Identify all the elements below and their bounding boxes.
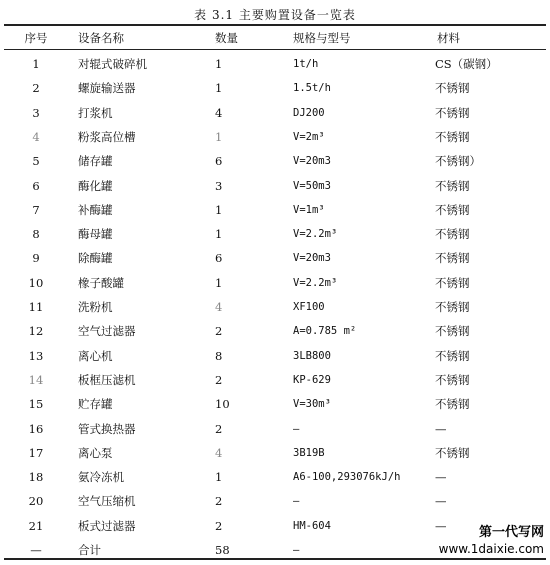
row-index-cell: 17 [28,445,44,460]
row-index-cell: 5 [32,154,40,169]
table-row [0,319,550,343]
quantity-cell: 3 [215,178,223,193]
spec-model-cell: 3LB800 [293,349,331,362]
material-cell: 不锈钢 [435,178,470,193]
row-index-cell: 20 [28,494,44,509]
watermark-title: 第一代写网 [478,525,544,540]
table-row [0,441,550,465]
quantity-cell: 1 [215,470,223,485]
quantity-cell: 1 [215,57,223,71]
material-cell: 不锈钢 [435,251,470,266]
table-row [0,465,550,489]
equipment-name-cell: 橡子酸罐 [78,275,124,290]
spec-model-cell: HM-604 [293,519,331,532]
table-row [0,392,550,416]
table-row [0,417,550,441]
row-index-cell: 1 [32,57,40,71]
spec-model-cell: KP-629 [293,373,331,386]
equipment-name-cell: 板框压滤机 [78,372,136,387]
quantity-cell: 2 [215,324,223,339]
quantity-cell: 1 [215,129,223,144]
row-index-cell: 21 [28,518,44,533]
row-index-cell: 14 [28,372,44,387]
equipment-name-cell: 补酶罐 [78,202,113,217]
spec-model-cell: 3B19B [293,446,325,459]
row-index-cell: 3 [32,105,40,120]
table-row [0,101,550,125]
spec-model-cell: 1.5t/h [293,82,331,95]
row-index-cell: 2 [32,81,40,96]
equipment-name-cell: 粉浆高位槽 [78,129,136,144]
row-index-cell: 10 [28,275,44,290]
quantity-cell: 58 [215,543,230,557]
equipment-name-cell: 空气压缩机 [78,494,136,509]
equipment-name-cell: 离心机 [78,348,113,363]
quantity-cell: 1 [215,81,223,96]
material-cell: CS（碳钢） [435,57,498,71]
material-cell: — [435,421,447,436]
header-equipment-name: 设备名称 [78,31,124,45]
table-bottom-rule [4,558,546,560]
equipment-name-cell: 氨冷冻机 [78,470,124,485]
row-index-cell: 9 [32,251,40,266]
spec-model-cell: V=20m3 [293,252,331,265]
table-row [0,271,550,295]
spec-model-cell: XF100 [293,301,325,313]
header-spec-model: 规格与型号 [293,31,351,45]
material-cell: 不锈钢 [435,348,470,363]
row-index-cell: — [30,543,42,557]
spec-model-cell: V=50m3 [293,179,331,192]
quantity-cell: 2 [215,494,223,509]
equipment-name-cell: 离心泵 [78,445,113,460]
row-index-cell: 13 [28,348,44,363]
equipment-name-cell: 螺旋输送器 [78,81,136,96]
watermark-url: www.1daixie.com [438,542,544,556]
table-row [0,222,550,246]
table-row [0,368,550,392]
spec-model-cell: A=0.785 m² [293,325,357,338]
material-cell: 不锈钢 [435,227,470,242]
quantity-cell: 2 [215,372,223,387]
equipment-name-cell: 管式换热器 [78,421,136,436]
material-cell: 不锈钢 [435,445,470,460]
header-quantity: 数量 [215,31,238,45]
row-index-cell: 11 [28,300,44,314]
spec-model-cell: — [293,544,300,556]
row-index-cell: 8 [32,227,40,242]
row-index-cell: 4 [32,129,40,144]
material-cell: 不锈钢 [435,81,470,96]
table-row [0,198,550,222]
quantity-cell: 1 [215,227,223,242]
spec-model-cell: V=1m³ [293,203,325,216]
quantity-cell: 8 [215,348,223,363]
table-caption: 表 3.1 主要购置设备一览表 [194,8,356,22]
watermark [439,525,544,557]
quantity-cell: 4 [215,445,223,460]
row-index-cell: 15 [28,397,44,412]
spec-model-cell: DJ200 [293,106,325,119]
equipment-name-cell: 除酶罐 [78,251,113,266]
material-cell: 不锈钢 [435,324,470,339]
equipment-name-cell: 酶化罐 [78,178,113,193]
material-cell: 不锈钢 [435,275,470,290]
spec-model-cell: V=2.2m³ [293,228,338,241]
quantity-cell: 10 [215,397,230,412]
spec-model-cell: V=2.2m³ [293,276,338,289]
equipment-name-cell: 贮存罐 [78,397,113,412]
quantity-cell: 1 [215,202,223,217]
table-row [0,246,550,270]
table-header-rule [4,49,546,50]
material-cell: 不锈钢 [435,397,470,412]
table-row [0,174,550,198]
equipment-name-cell: 打浆机 [78,105,113,120]
material-cell: — [435,470,447,485]
spec-model-cell: V=2m³ [293,130,325,143]
equipment-name-cell: 空气过滤器 [78,324,136,339]
equipment-name-cell: 对辊式破碎机 [78,57,147,71]
quantity-cell: 2 [215,518,223,533]
material-cell: — [435,494,447,509]
row-index-cell: 12 [28,324,44,339]
quantity-cell: 6 [215,251,223,266]
quantity-cell: 4 [215,105,223,120]
material-cell: 不锈钢 [435,300,470,314]
header-material: 材料 [437,31,460,45]
material-cell: 不锈钢） [435,154,481,169]
material-cell: 不锈钢 [435,129,470,144]
spec-model-cell: — [293,495,300,508]
spec-model-cell: A6-100,293076kJ/h [293,471,401,484]
quantity-cell: 1 [215,275,223,290]
spec-model-cell: V=20m3 [293,155,331,168]
equipment-name-cell: 酶母罐 [78,227,113,242]
quantity-cell: 4 [215,300,223,314]
quantity-cell: 6 [215,154,223,169]
table-row [0,76,550,100]
table-row [0,295,550,319]
spec-model-cell: V=30m³ [293,398,331,411]
material-cell: — [435,518,447,533]
equipment-name-cell: 板式过滤器 [78,518,136,533]
header-index: 序号 [24,31,48,45]
table-row [0,52,550,76]
equipment-name-cell: 合计 [78,543,101,557]
material-cell: 不锈钢 [435,202,470,217]
row-index-cell: 6 [32,178,40,193]
row-index-cell: 18 [28,470,44,485]
spec-model-cell: — [293,422,300,435]
row-index-cell: 16 [28,421,44,436]
table-row [0,344,550,368]
row-index-cell: 7 [32,202,40,217]
equipment-name-cell: 储存罐 [78,154,113,169]
table-row [0,149,550,173]
table-row [0,125,550,149]
equipment-name-cell: 洗粉机 [78,300,113,314]
table-row [0,489,550,513]
spec-model-cell: 1t/h [293,58,319,70]
material-cell: 不锈钢 [435,372,470,387]
material-cell: 不锈钢 [435,105,470,120]
quantity-cell: 2 [215,421,223,436]
table-header-row [0,26,550,50]
